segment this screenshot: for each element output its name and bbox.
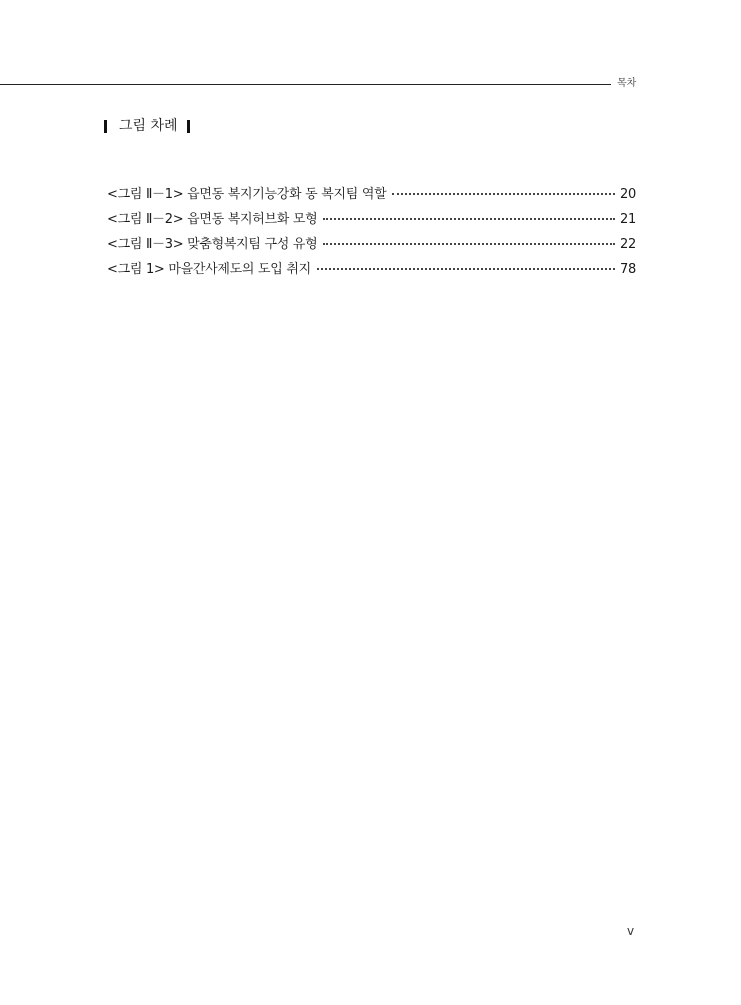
- figure-toc-list: [107, 185, 636, 285]
- toc-entry-page: 78: [620, 262, 636, 277]
- page-title: [104, 116, 190, 136]
- title-right-bar: [187, 120, 190, 133]
- toc-entry-page: 20: [620, 187, 636, 202]
- title-left-bar: [104, 120, 107, 133]
- toc-entry[interactable]: [107, 260, 636, 285]
- toc-entry[interactable]: [107, 235, 636, 260]
- toc-dot-leader: [317, 268, 615, 270]
- toc-dot-leader: [323, 218, 615, 220]
- toc-entry[interactable]: [107, 185, 636, 210]
- toc-entry-label: <그림 Ⅱ－2> 읍면동 복지허브화 모형: [107, 212, 318, 227]
- toc-entry[interactable]: [107, 210, 636, 235]
- toc-dot-leader: [392, 193, 615, 195]
- toc-entry-page: 21: [620, 212, 636, 227]
- toc-entry-label: <그림 1> 마을간사제도의 도입 취지: [107, 262, 311, 277]
- title-text: 그림 차례: [119, 118, 178, 134]
- header-rule: [0, 84, 611, 85]
- footer-page-number: v: [627, 924, 635, 938]
- toc-dot-leader: [323, 243, 615, 245]
- toc-entry-label: <그림 Ⅱ－3> 맞춤형복지팀 구성 유형: [107, 237, 318, 252]
- toc-entry-label: <그림 Ⅱ－1> 읍면동 복지기능강화 동 복지팀 역할: [107, 187, 387, 202]
- toc-entry-page: 22: [620, 237, 636, 252]
- header-section-label: 목차: [617, 78, 637, 89]
